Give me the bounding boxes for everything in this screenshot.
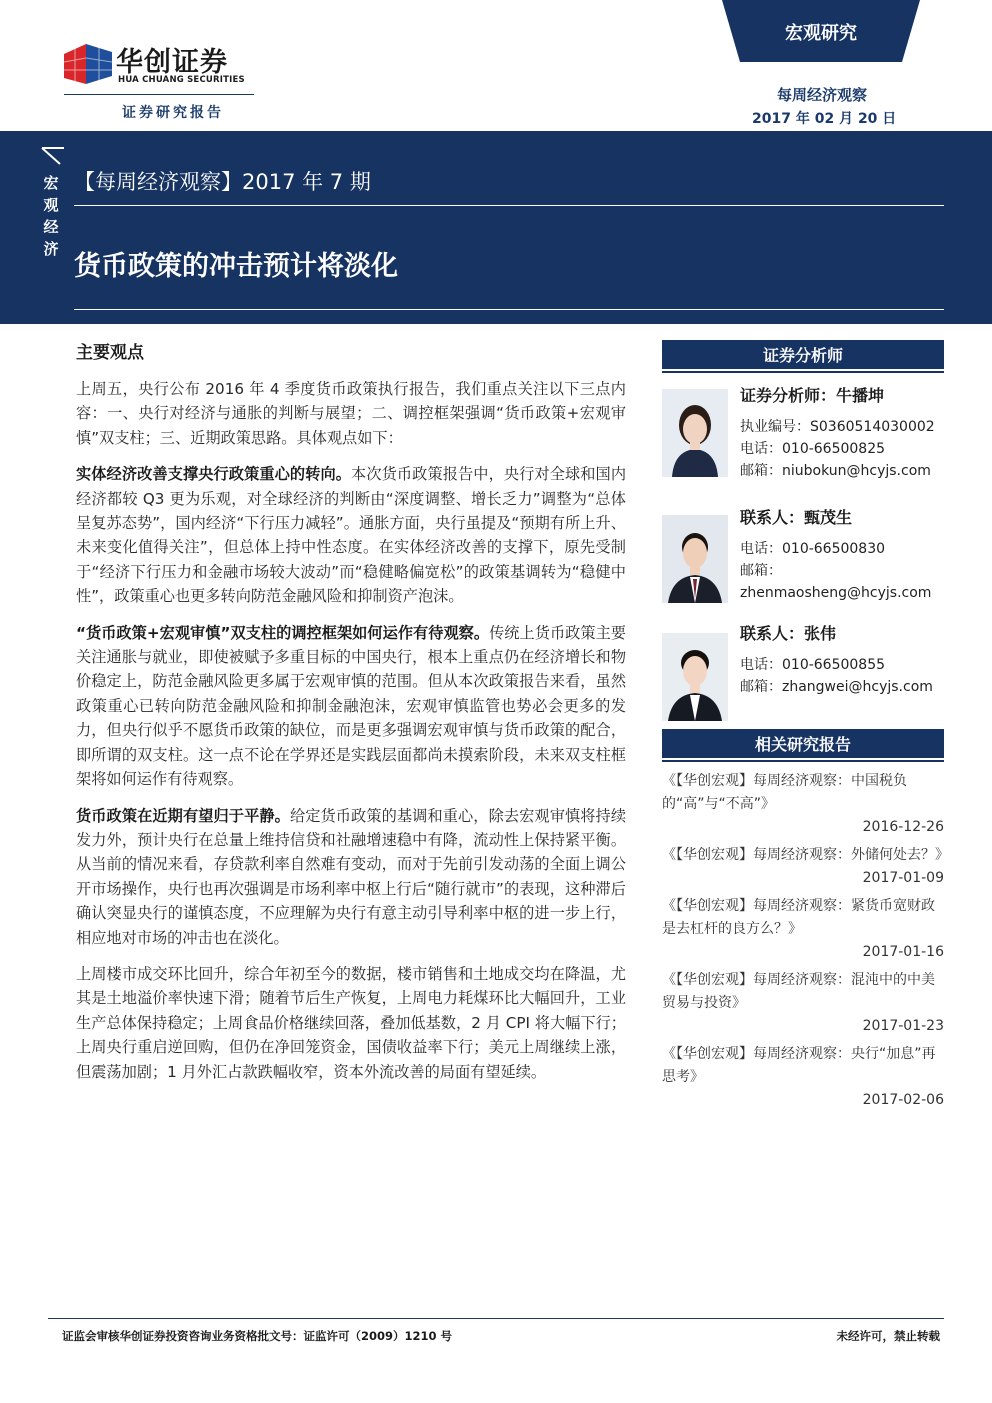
brand-mark-icon bbox=[64, 44, 112, 84]
analyst-card bbox=[662, 383, 944, 503]
contact-email: zhenmaosheng@hcyjs.com bbox=[740, 585, 932, 601]
brand-name: 华创证券 bbox=[116, 47, 228, 78]
footer-notice: 未经许可，禁止转载 bbox=[836, 1329, 940, 1343]
analyst-phone: 电话：010-66500825 bbox=[740, 441, 886, 457]
analyst-info bbox=[740, 383, 950, 482]
section-heading: 主要观点 bbox=[76, 343, 144, 363]
contact-email-label: 邮箱： bbox=[740, 563, 782, 579]
report-date: 2017-01-16 bbox=[862, 944, 944, 960]
category-tag bbox=[722, 0, 920, 62]
reports-heading: 相关研究报告 bbox=[662, 729, 944, 760]
main-column bbox=[76, 338, 626, 1096]
contact-info bbox=[740, 505, 950, 604]
report-date: 2016-12-26 bbox=[862, 819, 944, 835]
report-series: 每周经济观察 bbox=[776, 86, 867, 104]
banner-divider-bottom bbox=[74, 309, 944, 310]
footer-license: 证监会审核华创证券投资咨询业务资格批文号：证监许可（2009）1210 号 bbox=[62, 1329, 453, 1343]
report-item[interactable] bbox=[662, 895, 944, 963]
category-tag-label: 宏观研究 bbox=[785, 23, 857, 44]
analyst-heading: 证券分析师 bbox=[662, 340, 944, 371]
contact-phone: 电话：010-66500855 bbox=[740, 657, 886, 673]
report-item[interactable] bbox=[662, 844, 949, 889]
report-item[interactable] bbox=[662, 770, 944, 838]
contact-photo-icon bbox=[662, 515, 728, 603]
paragraph-3-lead: 货币政策在近期有望归于平静。 bbox=[76, 806, 290, 825]
paragraph-1 bbox=[76, 462, 626, 608]
analyst-license: 执业编号：S0360514030002 bbox=[740, 419, 935, 435]
contact-email: 邮箱：zhangwei@hcyjs.com bbox=[740, 679, 933, 695]
report-title[interactable]: 《【华创宏观】每周经济观察：混沌中的中美贸易与投资》 bbox=[662, 972, 935, 1011]
report-date: 2017-01-09 bbox=[862, 870, 944, 886]
paragraph-3-body: 给定货币政策的基调和重心，除去宏观审慎将持续发力外，预计央行在总量上维持信贷和社融增速稳中有降，流动性上保持紧平衡。从当前的情况来看，存贷款利率自然难有变动，而对于先前引发动荡的全面上调公开市场操作，央行也再次强调是市场利率中枢上行后“随行就市”的表现，这种滞后确认突显央行的谨慎态度，不应理解为央行有意主动引导利率中枢的进一步上行，相应地对市场的冲击也在淡化。 bbox=[76, 806, 627, 947]
brand-name-en: HUA CHUANG SECURITIES bbox=[118, 75, 245, 85]
report-title[interactable]: 《【华创宏观】每周经济观察：中国税负的“高”与“不高”》 bbox=[662, 773, 907, 812]
side-char: 济 bbox=[43, 240, 59, 258]
side-char: 经 bbox=[43, 218, 59, 236]
issue-label: 【每周经济观察】2017 年 7 期 bbox=[74, 170, 371, 194]
brand-divider bbox=[64, 94, 254, 95]
brand-logo bbox=[64, 40, 264, 124]
paragraph-2-lead: “货币政策+宏观审慎”双支柱的调控框架如何运作有待观察。 bbox=[76, 623, 490, 642]
contact-card bbox=[662, 624, 944, 729]
report-date: 2017-02-06 bbox=[862, 1092, 944, 1108]
title-banner bbox=[0, 131, 992, 324]
page-title: 货币政策的冲击预计将淡化 bbox=[74, 251, 398, 282]
brand-subtitle: 证券研究报告 bbox=[122, 105, 224, 121]
report-date: 2017-01-23 bbox=[862, 1018, 944, 1034]
analyst-name: 证券分析师：牛播坤 bbox=[740, 386, 885, 405]
analyst-photo-icon bbox=[662, 389, 728, 477]
report-item[interactable] bbox=[662, 1043, 944, 1111]
report-item[interactable] bbox=[662, 969, 944, 1037]
contact-card bbox=[662, 507, 944, 627]
paragraph-3 bbox=[76, 804, 626, 950]
side-char: 宏 bbox=[43, 174, 59, 192]
footer-divider bbox=[48, 1318, 944, 1319]
report-title[interactable]: 《【华创宏观】每周经济观察：外储何处去？》 bbox=[662, 847, 949, 863]
banner-side-label bbox=[42, 172, 60, 260]
contact-phone: 电话：010-66500830 bbox=[740, 541, 886, 557]
report-date: 2017 年 02 月 20 日 bbox=[752, 111, 897, 127]
paragraph-1-lead: 实体经济改善支撑央行政策重心的转向。 bbox=[76, 465, 352, 484]
paragraph-2 bbox=[76, 621, 626, 792]
contact-name: 联系人：张伟 bbox=[740, 624, 837, 643]
contact-photo-icon bbox=[662, 633, 728, 721]
report-title[interactable]: 《【华创宏观】每周经济观察：紧货币宽财政是去杠杆的良方么？》 bbox=[662, 898, 935, 937]
intro-paragraph: 上周五，央行公布 2016 年 4 季度货币政策执行报告，我们重点关注以下三点内容：一、央行对经济与通胀的判断与展望；二、调控框架强调“货币政策+宏观审慎”双支柱；三、近期政策思路。具体观点如下： bbox=[76, 380, 626, 447]
related-reports-list bbox=[662, 770, 949, 1111]
paragraph-1-body: 本次货币政策报告中，央行对全球和国内经济都较 Q3 更为乐观，对全球经济的判断由“深度调整、增长乏力”调整为“总体呈复苏态势”，国内经济“下行压力减轻”。通胀方面，央行虽提及“预期有所上升、未来变化值得关注”，但总体上持中性态度。在实体经济改善的支撑下，原先受制于“经济下行压力和金融市场较大波动”而“稳健略偏宽松”的政策基调转为“稳健中性”，政策重心也更多转向防范金融风险和抑制资产泡沫。 bbox=[76, 465, 627, 606]
paragraph-4: 上周楼市成交环比回升，综合年初至今的数据，楼市销售和土地成交均在降温，尤其是土地溢价率快速下滑；随着节后生产恢复，上周电力耗煤环比大幅回升，工业生产总体保持稳定；上周食品价格继续回落，叠加低基数，2 月 CPI 将大幅下行；上周央行重启逆回购，但仍在净回笼资金，国债收益率下行；美元上周继续上涨，但震荡加剧；1 月外汇占款跌幅收窄，资本外流改善的局面有望延续。 bbox=[76, 964, 626, 1081]
banner-divider bbox=[74, 205, 944, 206]
side-char: 观 bbox=[43, 196, 59, 214]
sidebar bbox=[662, 340, 949, 1111]
analyst-email: 邮箱：niubokun@hcyjs.com bbox=[740, 463, 931, 479]
paragraph-2-body: 传统上货币政策主要关注通胀与就业，即使被赋予多重目标的中国央行，根本上重点仍在经济增长和物价稳定上，防范金融风险更多属于宏观审慎的范围。但从本次政策报告来看，虽然政策重心已转向防范金融风险和抑制金融泡沫，宏观审慎监管也势必会更多的发力，但央行似乎不愿货币政策的缺位，而是更多强调宏观审慎与货币政策的配合，即所谓的双支柱。这一点不论在学界还是实践层面都尚未摸索阶段，未来双支柱框架将如何运作有待观察。 bbox=[76, 623, 626, 789]
contact-name: 联系人：甄茂生 bbox=[740, 508, 853, 527]
contact-info bbox=[740, 621, 950, 698]
banner-slash-icon bbox=[38, 142, 66, 168]
report-title[interactable]: 《【华创宏观】每周经济观察：央行“加息”再思考》 bbox=[662, 1046, 936, 1085]
